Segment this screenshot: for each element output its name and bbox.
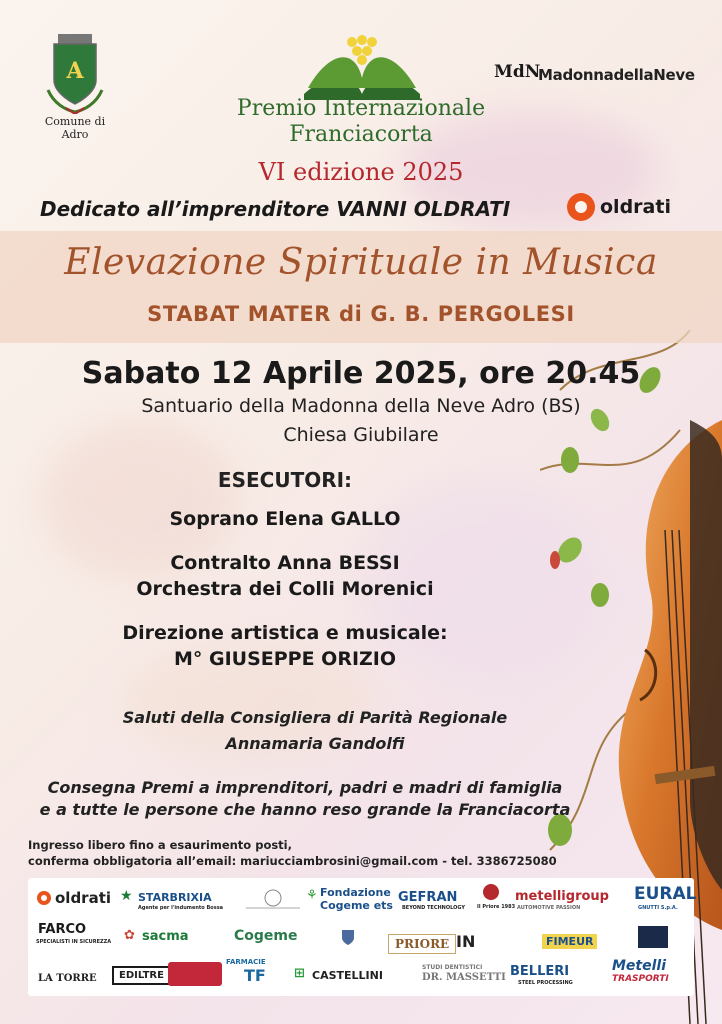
contralto: Contralto Anna BESSI — [170, 552, 400, 574]
premio-line2: Franciacorta — [289, 122, 433, 147]
sponsor-cogeme: Cogeme — [234, 928, 298, 944]
sponsor-gefran: GEFRAN — [398, 890, 458, 905]
sponsor-eural: EURAL — [634, 884, 697, 904]
sponsor-metelligroup: metelligroup — [515, 889, 609, 904]
crest-small-icon — [340, 928, 356, 946]
comune-line1: Comune di — [44, 115, 106, 128]
castellini-icon: ⊞ — [294, 966, 305, 981]
sponsor-starbrixia: STARBRIXIA — [138, 891, 212, 904]
entry-info-line1: Ingresso libero fino a esaurimento posti, — [28, 838, 292, 852]
sponsor-belleri-sub: STEEL PROCESSING — [518, 980, 573, 986]
direction-label: Direzione artistica e musicale: — [122, 622, 448, 644]
premio-vine-book-logo-icon — [300, 30, 424, 100]
sponsor-massetti: DR. MASSETTI — [422, 972, 506, 983]
sponsor-fimeur: FIMEUR — [542, 934, 597, 949]
greetings-line1: Saluti della Consigliera di Parità Regionale — [122, 708, 508, 727]
sponsor-farco-sub: SPECIALISTI IN SICUREZZA — [36, 939, 112, 945]
sponsor-ediltre: EDILTRE — [112, 966, 171, 985]
sponsor-sacma: sacma — [142, 929, 189, 944]
director: M° GIUSEPPE ORIZIO — [173, 648, 397, 670]
sponsor-castellini: CASTELLINI — [312, 969, 383, 982]
performers-heading: ESECUTORI: — [217, 468, 353, 492]
farmacie-logo-icon: TF — [244, 966, 266, 985]
sponsor-massetti-sub: STUDI DENTISTICI — [422, 964, 483, 971]
sponsor-panel — [28, 878, 697, 996]
oldrati-logo-icon — [566, 192, 596, 222]
oldrati-small-icon — [36, 890, 52, 906]
sponsor-cogeme-ets: Cogeme ets — [320, 899, 393, 912]
sponsor-metelli-trasporti: Metelli — [612, 958, 667, 974]
greetings-line2: Annamaria Gandolfi — [225, 734, 405, 753]
edizione-label: VI edizione 2025 — [258, 158, 464, 186]
awards-line2: e a tutte le persone che hanno reso grande la Franciacorta — [39, 800, 571, 819]
sponsor-farco: FARCO — [38, 922, 87, 937]
oldrati-logo-text: oldrati — [600, 196, 671, 218]
premio-title — [0, 96, 722, 148]
entry-info-line2: conferma obbligatoria all’email: mariucciambrosini@gmail.com - tel. 3386725080 — [28, 854, 557, 868]
star-icon: ★ — [120, 888, 133, 904]
in-logo-icon: IN — [456, 932, 476, 951]
event-place-line2: Chiesa Giubilare — [283, 424, 439, 446]
sacma-flower-icon: ✿ — [124, 928, 135, 943]
sponsor-farmacie: FARMACIE — [226, 958, 266, 966]
sponsor-belleri: BELLERI — [510, 964, 570, 979]
sponsor-gefran-sub: BEYOND TECHNOLOGY — [402, 905, 465, 911]
sponsor-eural-sub: GNUTTI S.p.A. — [638, 905, 678, 911]
comune-line2: Adro — [61, 128, 89, 141]
mdn-monogram: MdN — [494, 62, 541, 82]
soprano: Soprano Elena GALLO — [169, 508, 401, 530]
sponsor-latorre: LA TORRE — [38, 973, 97, 984]
madonna-della-neve-logo-text: MadonnadellaNeve — [538, 66, 695, 84]
sponsor-metelligroup-sub: AUTOMOTIVE PASSION — [517, 905, 581, 911]
sponsor-ring-logo-icon — [238, 888, 308, 912]
dedication-line: Dedicato all’imprenditore VANNI OLDRATI — [40, 197, 511, 221]
premio-line1: Premio Internazionale — [236, 96, 486, 121]
sponsor-priore: PRIORE — [388, 934, 456, 954]
priore-heart-icon — [481, 882, 501, 902]
subtitle: STABAT MATER di G. B. PERGOLESI — [147, 302, 575, 326]
sponsor-oldrati: oldrati — [55, 889, 112, 907]
orchestra: Orchestra dei Colli Morenici — [136, 578, 434, 600]
sponsor-starbrixia-sub: Agente per l'indumento Bossa — [138, 905, 224, 911]
dark-crest-icon — [638, 926, 668, 948]
event-date: Sabato 12 Aprile 2025, ore 20.45 — [81, 356, 641, 391]
svg-text:A: A — [66, 58, 84, 84]
sponsor-fondazione: Fondazione — [320, 886, 391, 899]
people-icon: ⚘ — [306, 888, 318, 903]
fm-logo-icon — [168, 962, 222, 986]
awards-line1: Consegna Premi a imprenditori, padri e madri di famiglia — [47, 778, 563, 797]
sponsor-metelli-trasporti-sub: TRASPORTI — [612, 974, 669, 984]
sponsor-ilpriore: Il Priore 1983 — [477, 904, 516, 910]
main-title: Elevazione Spirituale in Musica — [64, 242, 658, 283]
event-place-line1: Santuario della Madonna della Neve Adro (BS) — [141, 395, 581, 417]
